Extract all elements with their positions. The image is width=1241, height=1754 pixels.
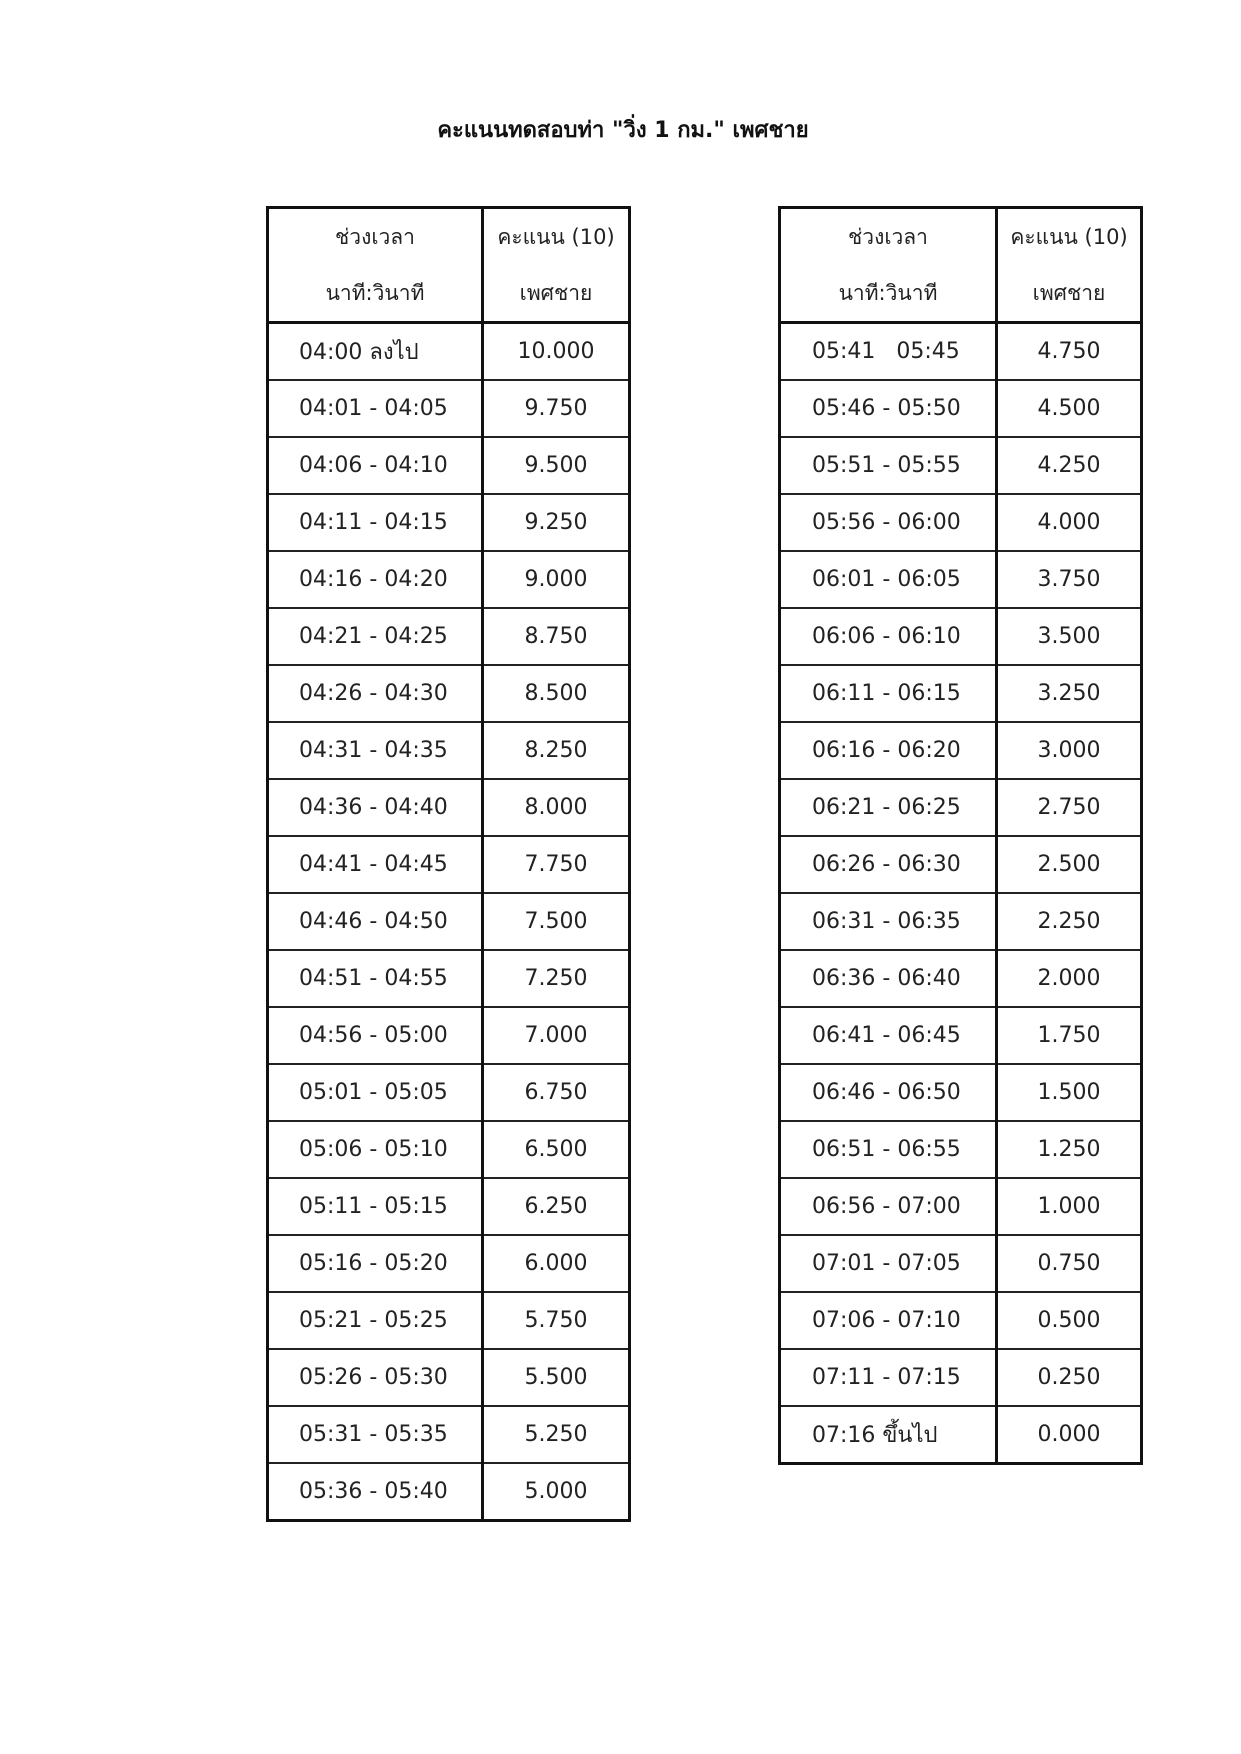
score-cell: 3.000: [997, 722, 1142, 779]
time-range-text: 04:51 - 04:55: [299, 966, 448, 991]
time-range-text: 06:16 - 06:20: [812, 738, 961, 763]
score-table-right: [778, 206, 1143, 1465]
table-row: [780, 1235, 1142, 1292]
score-cell: 2.250: [997, 893, 1142, 950]
time-range-cell: [780, 1121, 997, 1178]
table-header-row: [268, 208, 630, 323]
score-cell: 1.500: [997, 1064, 1142, 1121]
score-cell: 7.000: [483, 1007, 630, 1064]
time-range-cell: [268, 608, 483, 665]
score-cell: 4.250: [997, 437, 1142, 494]
header-time-label: ช่วงเวลา: [848, 225, 928, 249]
table-row: [268, 1463, 630, 1521]
header-score: [483, 208, 630, 323]
time-range-cell: [268, 722, 483, 779]
time-range-text: 05:11 - 05:15: [299, 1194, 448, 1219]
table-row: [780, 722, 1142, 779]
time-range-text: 05:51 - 05:55: [812, 453, 961, 478]
score-cell: 2.750: [997, 779, 1142, 836]
time-range-text: 04:26 - 04:30: [299, 681, 448, 706]
time-range-cell: [780, 1064, 997, 1121]
score-cell: 0.750: [997, 1235, 1142, 1292]
score-cell: 4.500: [997, 380, 1142, 437]
time-range-cell: [268, 893, 483, 950]
time-range-cell: [780, 437, 997, 494]
time-range-cell: [268, 1235, 483, 1292]
table-row: [268, 1178, 630, 1235]
time-range-cell: [780, 608, 997, 665]
table-row: [780, 608, 1142, 665]
time-range-cell: [780, 1349, 997, 1406]
time-range-cell: [268, 551, 483, 608]
score-cell: 1.000: [997, 1178, 1142, 1235]
time-range-cell: [780, 323, 997, 381]
time-range-cell: [268, 380, 483, 437]
time-range-text: 05:36 - 05:40: [299, 1479, 448, 1504]
time-range-text: 07:16 ขึ้นไป: [812, 1423, 938, 1448]
table-row: [268, 893, 630, 950]
table-row: [780, 380, 1142, 437]
time-range-cell: [780, 779, 997, 836]
header-score-label: คะแนน (10): [497, 225, 615, 249]
time-range-cell: [268, 950, 483, 1007]
score-table-right-body: [780, 323, 1142, 1464]
header-score-gender: เพศชาย: [1032, 281, 1106, 305]
table-row: [268, 1235, 630, 1292]
score-cell: 6.250: [483, 1178, 630, 1235]
table-header-row: [780, 208, 1142, 323]
score-cell: 5.000: [483, 1463, 630, 1521]
score-cell: 2.500: [997, 836, 1142, 893]
table-row: [780, 1406, 1142, 1464]
score-cell: 8.500: [483, 665, 630, 722]
time-range-text: 04:00 ลงไป: [299, 340, 419, 365]
table-row: [268, 494, 630, 551]
time-range-text: 05:01 - 05:05: [299, 1080, 448, 1105]
score-cell: 9.500: [483, 437, 630, 494]
time-range-cell: [268, 1178, 483, 1235]
score-cell: 0.250: [997, 1349, 1142, 1406]
time-range-cell: [780, 380, 997, 437]
table-row: [268, 1007, 630, 1064]
time-range-cell: [268, 1007, 483, 1064]
header-score-gender: เพศชาย: [519, 281, 593, 305]
score-cell: 6.750: [483, 1064, 630, 1121]
time-range-text: 04:36 - 04:40: [299, 795, 448, 820]
score-cell: 8.250: [483, 722, 630, 779]
time-range-text: 05:06 - 05:10: [299, 1137, 448, 1162]
table-row: [268, 665, 630, 722]
time-range-text: 04:31 - 04:35: [299, 738, 448, 763]
score-cell: 8.000: [483, 779, 630, 836]
score-cell: 3.750: [997, 551, 1142, 608]
time-range-cell: [780, 836, 997, 893]
table-row: [780, 1064, 1142, 1121]
table-row: [780, 323, 1142, 381]
time-range-text: 06:21 - 06:25: [812, 795, 961, 820]
score-cell: 5.250: [483, 1406, 630, 1463]
table-row: [780, 779, 1142, 836]
header-score: [997, 208, 1142, 323]
time-range-text: 06:31 - 06:35: [812, 909, 961, 934]
time-range-text: 05:41 05:45: [812, 339, 960, 364]
time-range-text: 04:56 - 05:00: [299, 1023, 448, 1048]
table-row: [268, 1349, 630, 1406]
time-range-text: 05:26 - 05:30: [299, 1365, 448, 1390]
table-row: [780, 950, 1142, 1007]
time-range-cell: [268, 1121, 483, 1178]
time-range-cell: [780, 665, 997, 722]
time-range-cell: [780, 1292, 997, 1349]
score-cell: 7.500: [483, 893, 630, 950]
time-range-cell: [780, 722, 997, 779]
score-cell: 9.250: [483, 494, 630, 551]
time-range-cell: [780, 893, 997, 950]
time-range-text: 04:41 - 04:45: [299, 852, 448, 877]
score-cell: 9.000: [483, 551, 630, 608]
time-range-text: 04:16 - 04:20: [299, 567, 448, 592]
time-range-text: 04:21 - 04:25: [299, 624, 448, 649]
time-range-cell: [780, 950, 997, 1007]
table-row: [780, 1178, 1142, 1235]
table-row: [268, 1121, 630, 1178]
score-cell: 0.500: [997, 1292, 1142, 1349]
score-cell: 4.000: [997, 494, 1142, 551]
document-title: คะแนนทดสอบท่า "วิ่ง 1 กม." เพศชาย: [437, 118, 809, 143]
time-range-text: 06:41 - 06:45: [812, 1023, 961, 1048]
table-row: [780, 1007, 1142, 1064]
time-range-cell: [780, 1178, 997, 1235]
score-table-left: [266, 206, 631, 1522]
time-range-text: 04:06 - 04:10: [299, 453, 448, 478]
score-cell: 1.750: [997, 1007, 1142, 1064]
time-range-text: 06:06 - 06:10: [812, 624, 961, 649]
table-row: [780, 551, 1142, 608]
time-range-cell: [268, 836, 483, 893]
time-range-text: 04:11 - 04:15: [299, 510, 448, 535]
time-range-cell: [268, 1349, 483, 1406]
time-range-cell: [780, 494, 997, 551]
table-row: [268, 1292, 630, 1349]
score-cell: 0.000: [997, 1406, 1142, 1464]
time-range-cell: [268, 494, 483, 551]
table-row: [780, 437, 1142, 494]
table-row: [268, 551, 630, 608]
time-range-text: 06:11 - 06:15: [812, 681, 961, 706]
score-table-left-body: [268, 323, 630, 1521]
time-range-text: 05:31 - 05:35: [299, 1422, 448, 1447]
time-range-text: 06:26 - 06:30: [812, 852, 961, 877]
time-range-text: 06:01 - 06:05: [812, 567, 961, 592]
time-range-text: 06:51 - 06:55: [812, 1137, 961, 1162]
table-row: [268, 323, 630, 381]
score-cell: 9.750: [483, 380, 630, 437]
score-cell: 1.250: [997, 1121, 1142, 1178]
table-row: [268, 437, 630, 494]
table-row: [268, 608, 630, 665]
score-cell: 5.750: [483, 1292, 630, 1349]
time-range-cell: [268, 779, 483, 836]
time-range-cell: [780, 551, 997, 608]
score-cell: 7.750: [483, 836, 630, 893]
score-cell: 8.750: [483, 608, 630, 665]
table-row: [780, 494, 1142, 551]
table-row: [268, 1064, 630, 1121]
time-range-text: 04:46 - 04:50: [299, 909, 448, 934]
table-row: [780, 893, 1142, 950]
header-time-range: [268, 208, 483, 323]
table-row: [780, 836, 1142, 893]
time-range-text: 06:56 - 07:00: [812, 1194, 961, 1219]
time-range-text: 07:01 - 07:05: [812, 1251, 961, 1276]
time-range-text: 07:11 - 07:15: [812, 1365, 961, 1390]
time-range-text: 05:16 - 05:20: [299, 1251, 448, 1276]
table-row: [780, 1121, 1142, 1178]
header-time-label: ช่วงเวลา: [335, 225, 415, 249]
table-row: [780, 1292, 1142, 1349]
time-range-text: 06:36 - 06:40: [812, 966, 961, 991]
score-cell: 2.000: [997, 950, 1142, 1007]
time-range-text: 05:21 - 05:25: [299, 1308, 448, 1333]
time-range-cell: [780, 1007, 997, 1064]
score-cell: 10.000: [483, 323, 630, 381]
score-cell: 3.500: [997, 608, 1142, 665]
time-range-cell: [268, 323, 483, 381]
time-range-cell: [268, 1292, 483, 1349]
score-cell: 4.750: [997, 323, 1142, 381]
time-range-text: 04:01 - 04:05: [299, 396, 448, 421]
table-row: [268, 722, 630, 779]
time-range-text: 07:06 - 07:10: [812, 1308, 961, 1333]
time-range-cell: [780, 1406, 997, 1464]
score-cell: 5.500: [483, 1349, 630, 1406]
table-row: [268, 836, 630, 893]
time-range-cell: [268, 1463, 483, 1521]
table-row: [268, 950, 630, 1007]
table-row: [780, 665, 1142, 722]
header-time-unit: นาที:วินาที: [325, 281, 425, 305]
table-row: [780, 1349, 1142, 1406]
time-range-cell: [268, 1064, 483, 1121]
time-range-text: 05:56 - 06:00: [812, 510, 961, 535]
time-range-text: 05:46 - 05:50: [812, 396, 961, 421]
header-time-unit: นาที:วินาที: [838, 281, 938, 305]
table-row: [268, 380, 630, 437]
time-range-cell: [268, 1406, 483, 1463]
time-range-text: 06:46 - 06:50: [812, 1080, 961, 1105]
score-cell: 3.250: [997, 665, 1142, 722]
time-range-cell: [268, 437, 483, 494]
table-row: [268, 779, 630, 836]
table-row: [268, 1406, 630, 1463]
score-cell: 7.250: [483, 950, 630, 1007]
header-time-range: [780, 208, 997, 323]
time-range-cell: [780, 1235, 997, 1292]
header-score-label: คะแนน (10): [1010, 225, 1128, 249]
time-range-cell: [268, 665, 483, 722]
score-cell: 6.500: [483, 1121, 630, 1178]
score-cell: 6.000: [483, 1235, 630, 1292]
